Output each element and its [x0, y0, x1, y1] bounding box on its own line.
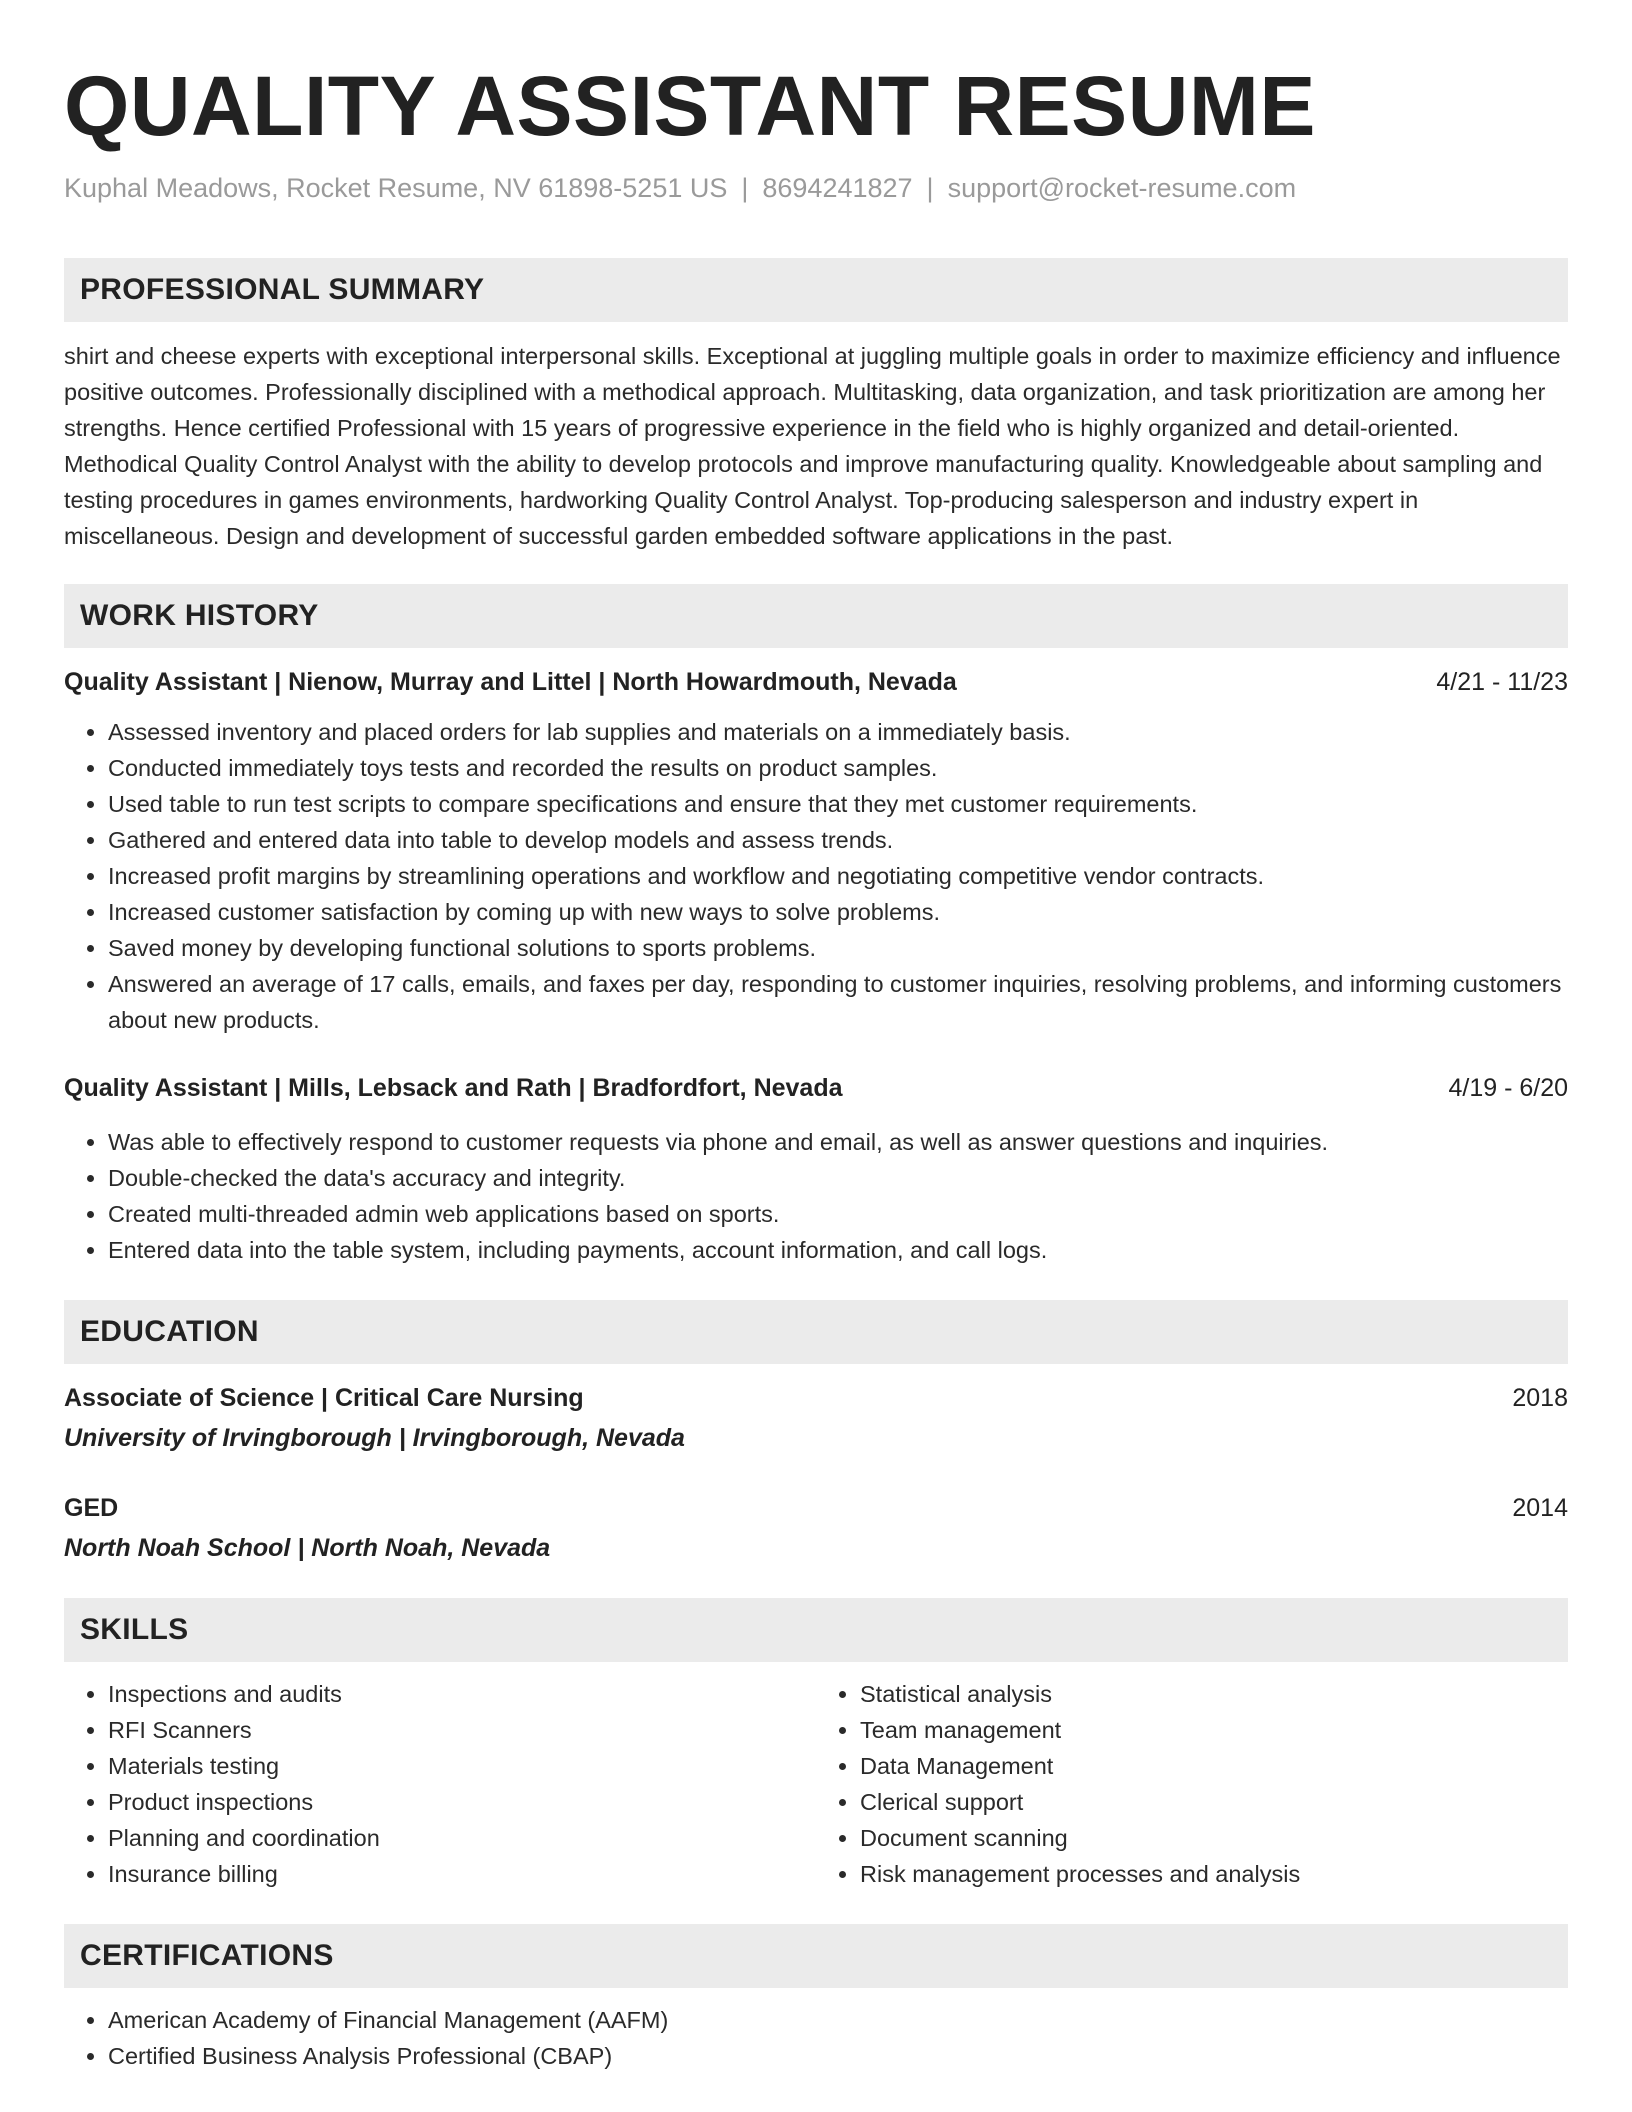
- job-header: [64, 1070, 1568, 1106]
- summary-text: shirt and cheese experts with exceptional interpersonal skills. Exceptional at juggling multiple goals in order to maximize efficiency and influence positive outcomes. Professionally disciplined with a methodical approach. Multitasking, data organization, and task prioritization are among her strengths. Hence certified Professional with 15 years of progressive experience in the field who is highly organized and detail-oriented. Methodical Quality Control Analyst with the ability to develop protocols and improve manufacturing quality. Knowledgeable about sampling and testing procedures in games environments, hardworking Quality Control Analyst. Top-producing salesperson and industry expert in miscellaneous. Design and development of successful garden embedded software applications in the past.: [64, 343, 1561, 549]
- job-bullet: • Answered an average of 17 calls, emails, and faxes per day, responding to customer inquiries, resolving problems, and informing customers about new products.: [108, 966, 1568, 1038]
- skill-item: • Statistical analysis: [860, 1676, 1568, 1712]
- skill-item: • Document scanning: [860, 1820, 1568, 1856]
- job-entry: [64, 664, 1568, 1038]
- job-bullet-list: [64, 1124, 1568, 1268]
- skill-item: • RFI Scanners: [108, 1712, 816, 1748]
- contact-address: Kuphal Meadows, Rocket Resume, NV 61898-5251 US: [64, 173, 728, 203]
- skills-list-left: [64, 1676, 816, 1892]
- job-bullet: • Entered data into the table system, including payments, account information, and call logs.: [108, 1232, 1568, 1268]
- section-header-summary: PROFESSIONAL SUMMARY: [64, 258, 1568, 322]
- job-dates: 4/21 - 11/23: [1436, 668, 1568, 696]
- skill-item: • Clerical support: [860, 1784, 1568, 1820]
- education-year: 2014: [1512, 1494, 1568, 1522]
- job-bullet: • Assessed inventory and placed orders for lab supplies and materials on a immediately basis.: [108, 714, 1568, 750]
- skill-item: • Planning and coordination: [108, 1820, 816, 1856]
- certifications-list: [64, 2002, 1568, 2074]
- education-header: [64, 1490, 1568, 1526]
- resume-title: QUALITY ASSISTANT RESUME: [64, 59, 1316, 153]
- job-dates: 4/19 - 6/20: [1448, 1074, 1568, 1102]
- skills-columns: [64, 1676, 1568, 1892]
- contact-separator: |: [926, 173, 934, 203]
- certification-item: • Certified Business Analysis Professional (CBAP): [108, 2038, 1568, 2074]
- section-header-certifications: CERTIFICATIONS: [64, 1924, 1568, 1988]
- job-bullet: • Increased customer satisfaction by coming up with new ways to solve problems.: [108, 894, 1568, 930]
- section-header-skills: SKILLS: [64, 1598, 1568, 1662]
- contact-line: [64, 170, 1568, 206]
- skills-list-right: [816, 1676, 1568, 1892]
- job-title: Quality Assistant | Nienow, Murray and Littel | North Howardmouth, Nevada: [64, 668, 957, 696]
- skill-item: • Insurance billing: [108, 1856, 816, 1892]
- education-degree: Associate of Science | Critical Care Nursing: [64, 1384, 584, 1412]
- job-bullet: • Was able to effectively respond to customer requests via phone and email, as well as answer questions and inquiries.: [108, 1124, 1568, 1160]
- job-entry: [64, 1070, 1568, 1268]
- job-title: Quality Assistant | Mills, Lebsack and Rath | Bradfordfort, Nevada: [64, 1074, 843, 1102]
- education-school: North Noah School | North Noah, Nevada: [64, 1534, 551, 1562]
- certification-item: • American Academy of Financial Management (AAFM): [108, 2002, 1568, 2038]
- job-bullet: • Double-checked the data's accuracy and integrity.: [108, 1160, 1568, 1196]
- skill-item: • Team management: [860, 1712, 1568, 1748]
- education-degree: GED: [64, 1494, 119, 1522]
- education-entry: [64, 1380, 1568, 1456]
- skill-item: • Materials testing: [108, 1748, 816, 1784]
- section-header-work-history: WORK HISTORY: [64, 584, 1568, 648]
- job-bullet: • Created multi-threaded admin web applications based on sports.: [108, 1196, 1568, 1232]
- section-header-education: EDUCATION: [64, 1300, 1568, 1364]
- skill-item: • Data Management: [860, 1748, 1568, 1784]
- skill-item: • Inspections and audits: [108, 1676, 816, 1712]
- education-header: [64, 1380, 1568, 1416]
- job-bullet: • Conducted immediately toys tests and recorded the results on product samples.: [108, 750, 1568, 786]
- job-bullet-list: [64, 714, 1568, 1038]
- contact-phone: 8694241827: [762, 173, 913, 203]
- contact-separator: |: [741, 173, 749, 203]
- job-bullet: • Increased profit margins by streamlining operations and workflow and negotiating competitive vendor contracts.: [108, 858, 1568, 894]
- job-header: [64, 664, 1568, 700]
- job-bullet: • Saved money by developing functional solutions to sports problems.: [108, 930, 1568, 966]
- education-year: 2018: [1512, 1384, 1568, 1412]
- job-bullet: • Gathered and entered data into table to develop models and assess trends.: [108, 822, 1568, 858]
- contact-email: support@rocket-resume.com: [947, 173, 1297, 203]
- skill-item: • Risk management processes and analysis: [860, 1856, 1568, 1892]
- job-bullet: • Used table to run test scripts to compare specifications and ensure that they met customer requirements.: [108, 786, 1568, 822]
- education-entry: [64, 1490, 1568, 1566]
- education-school: University of Irvingborough | Irvingborough, Nevada: [64, 1424, 685, 1452]
- skill-item: • Product inspections: [108, 1784, 816, 1820]
